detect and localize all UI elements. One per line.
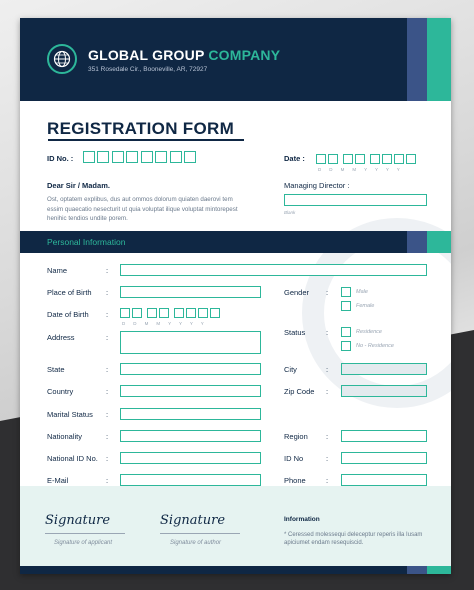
information-text: * Ceressed molessequi deleceptur reperis illa Iusam apiciumet endam resequiscid. — [284, 532, 423, 546]
section-teal-band — [427, 231, 451, 253]
colon: : — [106, 288, 109, 297]
state-label: State — [47, 365, 65, 374]
gender-male-label: Male — [356, 289, 368, 295]
date-digit-box[interactable] — [382, 154, 392, 164]
date-digit-box[interactable] — [355, 154, 365, 164]
id-no-field[interactable] — [341, 452, 427, 464]
name-label: Name — [47, 266, 68, 275]
colon: : — [326, 387, 329, 396]
status-non-residence-checkbox[interactable] — [341, 341, 351, 351]
bottom-blue-band — [407, 566, 427, 574]
company-name: GLOBAL GROUP COMPANY — [88, 47, 281, 63]
date-digit-box[interactable] — [406, 154, 416, 164]
date-format-hint: D D M M Y Y Y Y — [318, 167, 404, 172]
applicant-signature[interactable]: Signature — [45, 513, 111, 528]
company-address: 351 Rosedale Cir., Booneville, AR, 72927 — [88, 66, 208, 73]
colon: : — [106, 365, 109, 374]
date-digit-box[interactable] — [343, 154, 353, 164]
colon: : — [106, 310, 109, 319]
dob-digit-box[interactable] — [147, 308, 157, 318]
national-id-field[interactable] — [120, 452, 261, 464]
gender-female-label: Female — [356, 303, 375, 309]
colon: : — [326, 476, 329, 485]
dob-digit-box[interactable] — [132, 308, 142, 318]
managing-director-label: Managing Director : — [284, 181, 350, 190]
applicant-signature-line — [45, 533, 125, 534]
dob-digit-box[interactable] — [186, 308, 196, 318]
region-label: Region — [284, 432, 308, 441]
id-no-label: ID No. : — [47, 154, 74, 163]
header-blue-band — [407, 18, 427, 101]
intro-paragraph: Ost, optatem explibus, dus aut ommos dolorum quiaten daerovi tem essim quaecatio nesecturit ut quia voluptat ilique voluptat mintorepest henihic tendios undite porem. — [47, 196, 238, 222]
title-underline — [48, 139, 244, 141]
colon: : — [326, 454, 329, 463]
author-signature[interactable]: Signature — [160, 513, 226, 528]
country-label: Country — [47, 387, 74, 396]
city-label: City — [284, 365, 297, 374]
colon: : — [106, 266, 109, 275]
dob-digit-box[interactable] — [198, 308, 208, 318]
registration-form-sheet — [20, 18, 451, 574]
date-of-birth-label: Date of Birth — [47, 310, 89, 319]
dob-digit-box[interactable] — [210, 308, 220, 318]
form-title: REGISTRATION FORM — [47, 119, 235, 138]
dob-digit-box[interactable] — [120, 308, 130, 318]
id-digit-box[interactable] — [141, 151, 153, 163]
colon: : — [326, 288, 329, 297]
id-digit-box[interactable] — [155, 151, 167, 163]
status-residence-label: Residence — [356, 329, 382, 335]
applicant-signature-caption: Signature of applicant — [54, 540, 113, 546]
salutation: Dear Sir / Madam. — [47, 181, 110, 190]
id-digit-box[interactable] — [184, 151, 196, 163]
colon: : — [106, 454, 109, 463]
gender-female-checkbox[interactable] — [341, 301, 351, 311]
phone-field[interactable] — [341, 474, 427, 486]
colon: : — [106, 387, 109, 396]
nationality-field[interactable] — [120, 430, 261, 442]
section-blue-band — [407, 231, 427, 253]
colon: : — [106, 476, 109, 485]
id-digit-box[interactable] — [97, 151, 109, 163]
id-digit-box[interactable] — [112, 151, 124, 163]
author-signature-line — [160, 533, 240, 534]
place-of-birth-label: Place of Birth — [47, 288, 92, 297]
section-title: Personal Information — [47, 237, 126, 247]
date-digit-box[interactable] — [316, 154, 326, 164]
email-field[interactable] — [120, 474, 261, 486]
id-no-field-label: ID No — [284, 454, 304, 463]
globe-logo-icon — [47, 44, 77, 74]
marital-status-label: Marital Status — [47, 410, 93, 419]
managing-director-field[interactable] — [284, 194, 427, 206]
dob-format-hint: D D M M Y Y Y Y — [122, 321, 208, 326]
id-digit-box[interactable] — [170, 151, 182, 163]
dob-digit-box[interactable] — [159, 308, 169, 318]
place-of-birth-field[interactable] — [120, 286, 261, 298]
national-id-label: National ID No. — [47, 454, 98, 463]
id-digit-box[interactable] — [126, 151, 138, 163]
date-digit-box[interactable] — [394, 154, 404, 164]
country-field[interactable] — [120, 385, 261, 397]
address-label: Address — [47, 333, 75, 342]
status-non-residence-label: No - Residence — [356, 343, 394, 349]
colon: : — [106, 410, 109, 419]
date-digit-box[interactable] — [328, 154, 338, 164]
bottom-bar — [20, 566, 451, 574]
region-field[interactable] — [341, 430, 427, 442]
nationality-label: Nationality — [47, 432, 83, 441]
dob-digit-box[interactable] — [174, 308, 184, 318]
city-field[interactable] — [341, 363, 427, 375]
phone-label: Phone — [284, 476, 306, 485]
status-label: Status — [284, 328, 306, 337]
marital-status-field[interactable] — [120, 408, 261, 420]
colon: : — [106, 333, 109, 342]
status-residence-checkbox[interactable] — [341, 327, 351, 337]
colon: : — [106, 432, 109, 441]
email-label: E-Mail — [47, 476, 69, 485]
managing-director-hint: Blank — [284, 210, 296, 215]
author-signature-caption: Signature of author — [170, 540, 222, 546]
zip-code-label: Zip Code — [284, 387, 315, 396]
colon: : — [326, 328, 329, 337]
gender-label: Gender — [284, 288, 310, 297]
name-field[interactable] — [120, 264, 427, 276]
id-digit-box[interactable] — [83, 151, 95, 163]
header-teal-band — [427, 18, 451, 101]
bottom-teal-band — [427, 566, 451, 574]
zip-code-field[interactable] — [341, 385, 427, 397]
gender-male-checkbox[interactable] — [341, 287, 351, 297]
state-field[interactable] — [120, 363, 261, 375]
colon: : — [326, 365, 329, 374]
date-label: Date : — [284, 154, 305, 163]
colon: : — [326, 432, 329, 441]
information-title: Information — [284, 516, 320, 523]
date-digit-box[interactable] — [370, 154, 380, 164]
address-field[interactable] — [120, 331, 261, 354]
